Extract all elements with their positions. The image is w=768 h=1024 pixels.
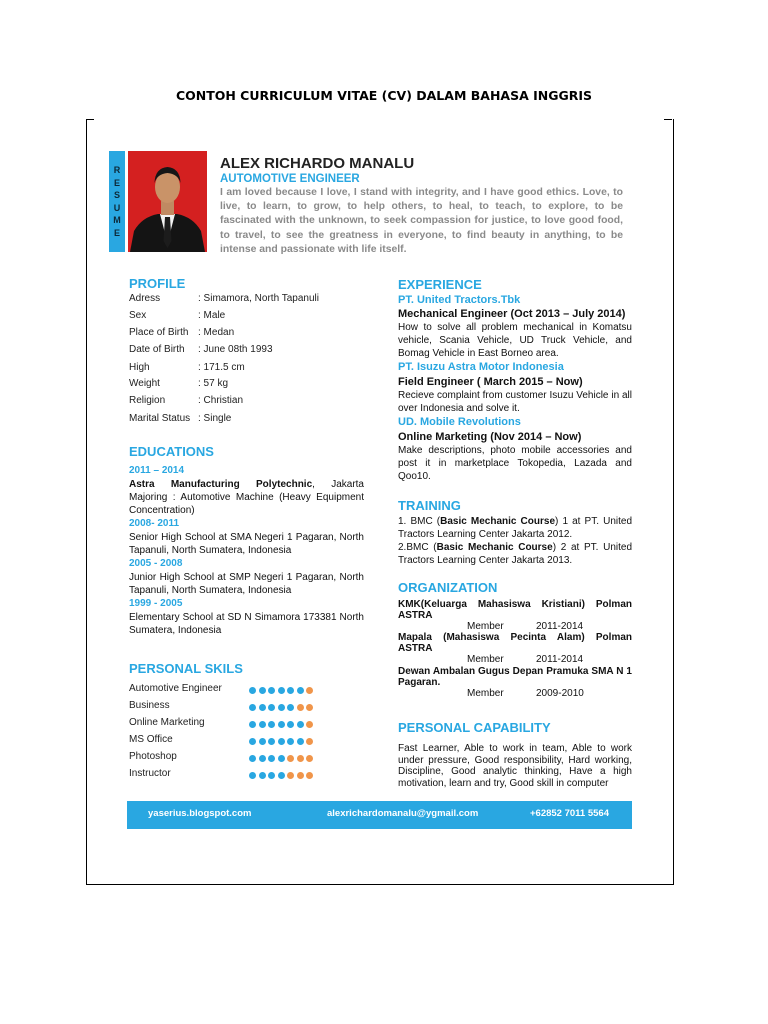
experience-company: PT. Isuzu Astra Motor Indonesia <box>398 361 564 373</box>
skill-dot-empty <box>297 704 304 711</box>
skill-dot-empty <box>306 755 313 762</box>
skill-dot-empty <box>297 772 304 779</box>
experience-description: How to solve all problem mechanical in Komatsu vehicle, Scania Vehicle, UD Truck Vehicle, and Bomag Vehicle in East Borneo area. <box>398 322 632 359</box>
organization-role: Member <box>467 688 504 699</box>
skill-dot-empty <box>287 772 294 779</box>
skill-dot-filled <box>278 755 285 762</box>
training-item: 2.BMC (Basic Mechanic Course) 2 at PT. United Tractors Learning Center Jakarta 2013. <box>398 542 633 566</box>
organization-years: 2009-2010 <box>536 688 584 699</box>
experience-company: PT. United Tractors.Tbk <box>398 294 521 306</box>
skill-dot-filled <box>259 755 266 762</box>
skill-dot-filled <box>297 687 304 694</box>
education-entry: Elementary School at SD N Simamora 173381 North Sumatera, Indonesia <box>129 612 364 636</box>
organization-heading: ORGANIZATION <box>398 580 498 595</box>
skill-dot-empty <box>306 704 313 711</box>
organization-role: Member <box>467 621 504 632</box>
capability-heading: PERSONAL CAPABILITY <box>398 720 551 735</box>
organization-name: KMK(Keluarga Mahasiswa Kristiani) Polman ASTRA <box>398 599 632 621</box>
skill-dot-filled <box>278 738 285 745</box>
skill-dot-filled <box>259 704 266 711</box>
skill-dot-filled <box>249 755 256 762</box>
resume-letter: E <box>113 227 120 238</box>
skill-name: Photoshop <box>129 751 177 762</box>
profile-row: Adress : Simamora, North Tapanuli <box>129 293 319 304</box>
skill-rating <box>249 704 313 711</box>
skill-dot-filled <box>259 738 266 745</box>
skill-dot-filled <box>297 738 304 745</box>
skill-dot-filled <box>287 721 294 728</box>
skill-rating <box>249 738 313 745</box>
profile-row: Marital Status : Single <box>129 413 232 424</box>
skill-dot-filled <box>278 772 285 779</box>
experience-role: Online Marketing (Nov 2014 – Now) <box>398 431 582 443</box>
skill-name: MS Office <box>129 734 173 745</box>
experience-description: Make descriptions, photo mobile accessories and post it in marketplace Tokopedia, Lazada and Qoo10. <box>398 445 632 482</box>
skill-rating <box>249 721 313 728</box>
profile-row: Date of Birth : June 08th 1993 <box>129 344 273 355</box>
candidate-name: ALEX RICHARDO MANALU <box>220 155 415 172</box>
skill-dot-filled <box>287 738 294 745</box>
blog-link[interactable]: yaserius.blogspot.com <box>148 808 252 819</box>
skill-dot-filled <box>287 687 294 694</box>
email-link[interactable]: alexrichardomanalu@ygmail.com <box>327 808 479 819</box>
skill-dot-filled <box>268 721 275 728</box>
skill-rating <box>249 687 313 694</box>
organization-name: Mapala (Mahasiswa Pecinta Alam) Polman ASTRA <box>398 632 632 654</box>
skill-rating <box>249 772 313 779</box>
profile-row: High : 171.5 cm <box>129 362 245 373</box>
phone-number: +62852 7011 5564 <box>530 808 609 819</box>
skill-dot-empty <box>287 755 294 762</box>
skill-name: Online Marketing <box>129 717 205 728</box>
skill-dot-filled <box>249 704 256 711</box>
skill-dot-filled <box>249 687 256 694</box>
contact-footer <box>127 801 632 829</box>
resume-letter: M <box>113 215 121 225</box>
profile-row: Weight : 57 kg <box>129 378 229 389</box>
skill-dot-filled <box>268 704 275 711</box>
skill-dot-empty <box>306 738 313 745</box>
profile-photo <box>128 151 207 252</box>
person-portrait-icon <box>128 151 207 252</box>
education-entry: Junior High School at SMP Negeri 1 Pagaran, North Tapanuli, North Sumatera, Indonesia <box>129 572 364 596</box>
skill-dot-filled <box>249 772 256 779</box>
skill-dot-empty <box>306 721 313 728</box>
resume-letter: E <box>113 177 120 188</box>
skill-dot-filled <box>259 772 266 779</box>
education-years: 2008- 2011 <box>129 518 180 529</box>
education-years: 1999 - 2005 <box>129 598 183 609</box>
resume-vertical-label <box>109 151 125 252</box>
educations-heading: EDUCATIONS <box>129 444 214 459</box>
experience-role: Mechanical Engineer (Oct 2013 – July 2014) <box>398 308 626 320</box>
organization-years: 2011-2014 <box>536 621 584 632</box>
skill-dot-empty <box>297 755 304 762</box>
document-title: CONTOH CURRICULUM VITAE (CV) DALAM BAHASA INGGRIS <box>175 88 593 103</box>
organization-years: 2011-2014 <box>536 654 584 665</box>
skill-name: Instructor <box>129 768 171 779</box>
skill-dot-filled <box>268 738 275 745</box>
experience-heading: EXPERIENCE <box>398 277 482 292</box>
skill-dot-filled <box>268 687 275 694</box>
skill-dot-filled <box>297 721 304 728</box>
skill-dot-filled <box>278 687 285 694</box>
frame-corner-left <box>86 119 94 120</box>
skills-heading: PERSONAL SKILS <box>129 661 243 676</box>
training-item: 1. BMC (Basic Mechanic Course) 1 at PT. United Tractors Learning Center Jakarta 2012. <box>398 516 633 540</box>
skill-name: Automotive Engineer <box>129 683 222 694</box>
profile-row: Place of Birth : Medan <box>129 327 235 338</box>
resume-letter: U <box>113 202 121 213</box>
experience-company: UD. Mobile Revolutions <box>398 416 521 428</box>
skill-dot-filled <box>259 721 266 728</box>
frame-corner-right <box>664 119 672 120</box>
job-title: AUTOMOTIVE ENGINEER <box>220 173 360 185</box>
skill-dot-filled <box>278 704 285 711</box>
resume-letter: S <box>113 190 120 200</box>
skill-name: Business <box>129 700 170 711</box>
education-entry: Astra Manufacturing Polytechnic, Jakarta Majoring : Automotive Machine (Heavy Equipment Concentration) <box>129 479 364 516</box>
training-heading: TRAINING <box>398 498 461 513</box>
skill-dot-empty <box>306 772 313 779</box>
profile-heading: PROFILE <box>129 276 186 291</box>
skill-dot-filled <box>249 721 256 728</box>
experience-description: Recieve complaint from customer Isuzu Vehicle in all over Indonesia and solve it. <box>398 390 632 414</box>
bio-text: I am loved because I love, I stand with integrity, and I have good ethics. Love, to live, to learn, to grow, to help others, to heal, to teach, to explore, to be fascinated with the unknown, to seek compassion for justice, to love good food, to travel, to see the greatness in everyone, to find beauty in anything, to be intense and passionate with life itself. <box>220 187 623 255</box>
education-entry: Senior High School at SMA Negeri 1 Pagaran, North Tapanuli, North Sumatera, Indonesia <box>129 532 364 556</box>
education-years: 2011 – 2014 <box>129 465 185 476</box>
skill-dot-filled <box>268 755 275 762</box>
profile-row: Religion : Christian <box>129 395 244 406</box>
skill-dot-filled <box>278 721 285 728</box>
skill-dot-filled <box>249 738 256 745</box>
resume-letter: R <box>113 165 121 175</box>
organization-name: Dewan Ambalan Gugus Depan Pramuka SMA N 1 Pagaran. <box>398 666 632 688</box>
experience-role: Field Engineer ( March 2015 – Now) <box>398 376 583 388</box>
capability-text: Fast Learner, Able to work in team, Able to work under pressure, Good responsibility, Hard working, Discipline, Good analytic thinking, Have a high motivation, learn and try, Good skill in computer <box>398 743 632 789</box>
education-years: 2005 - 2008 <box>129 558 183 569</box>
skill-dot-filled <box>287 704 294 711</box>
organization-role: Member <box>467 654 504 665</box>
skill-rating <box>249 755 313 762</box>
skill-dot-filled <box>259 687 266 694</box>
skill-dot-filled <box>268 772 275 779</box>
skill-dot-empty <box>306 687 313 694</box>
profile-row: Sex : Male <box>129 310 226 321</box>
